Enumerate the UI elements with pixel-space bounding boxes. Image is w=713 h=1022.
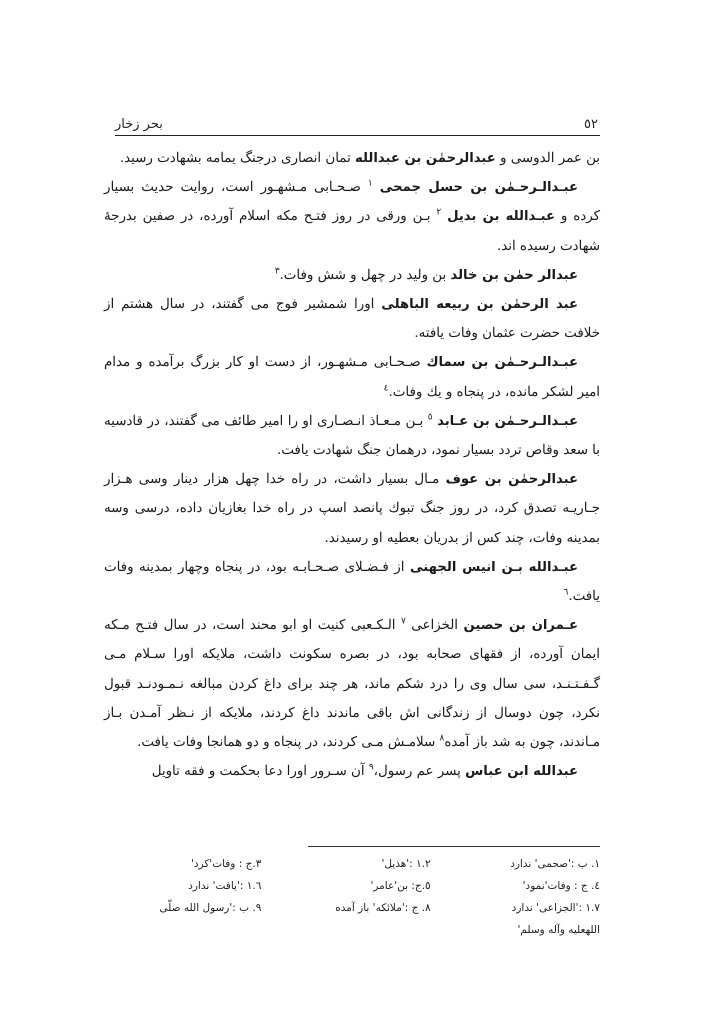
footnote-rule bbox=[308, 846, 600, 847]
person-name: عبـدالله بن بدیل bbox=[447, 209, 556, 225]
footnote-marker: ١ bbox=[367, 178, 373, 189]
page-number: ٥٢ bbox=[584, 117, 598, 132]
person-name: عبدالرحمٰن بن عوف bbox=[445, 472, 578, 488]
paragraph-5: عبـدالـرحـمٰن بن سماك صـحـابی مـشهـور، از دست او کار بزرگ برآمده و مدام امیر لشکر مانده، در پنجاه و یك وفات.$^٤$ bbox=[104, 355, 600, 400]
header-rule bbox=[115, 135, 600, 136]
paragraph-10: عبدالله ابن عباس پسر عم رسول،$^٩$ آن سـرور اورا دعا بحکمت و فقه تاویل bbox=[151, 762, 578, 780]
footnote: ١.٧ :'الجزاعی' ندارد bbox=[511, 902, 600, 914]
footnote-marker: ٢ bbox=[436, 207, 442, 218]
person-name: عبدالرحمٰن بن عبدالله bbox=[355, 151, 496, 166]
person-name: عبـدالله بـن انیس الجهنی bbox=[409, 559, 579, 575]
footnote: ٩. ب :'رسول الله صلّی bbox=[159, 902, 262, 914]
footnote-marker: ٣ bbox=[274, 266, 280, 277]
footnote-row bbox=[110, 897, 600, 919]
person-name: عبد الرحمٰن بن ربیعه الباهلی bbox=[381, 297, 578, 313]
footnote: اللهعلیه وآله وسلم' bbox=[517, 924, 600, 936]
paragraph-6: عبـدالـرحـمٰن بن عـابد $^٥$ بـن مـعـاذ انـصـاری او را امیر طائف می گفتند، در قادسیه با سعد وقاص تردد بسیار نمود، درهمان جنگ شهادت یافت. bbox=[104, 412, 600, 459]
paragraph-3: عبدالر حمٰن بن خالد بن ولید در چهل و شش وفات.$^٣$ bbox=[274, 266, 578, 283]
footnotes bbox=[110, 853, 600, 941]
footnote: ١.٦ :'یافت' ندارد bbox=[188, 880, 262, 892]
paragraph-2: عبـدالـرحـمٰن بن حسل جمحی $^١$ صـحـابی مـشهـور است، روایت حدیث بسیار کرده و عبـدالله بن بدیل $^٢$ بـن ورقی در روز فتـح مکه اسلام آورده، در صفین بدرجهٔ شهادت رسیده اند. bbox=[104, 178, 600, 254]
footnote-marker: ٥ bbox=[427, 412, 433, 423]
paragraph-1: بن عمر الدوسی و عبدالرحمٰن بن عبدالله تمان انصاری درجنگ یمامه بشهادت رسید. bbox=[119, 151, 600, 166]
footnote: ١. ب :'صحمی' ندارد bbox=[510, 858, 600, 870]
footnote-marker: ٨ bbox=[439, 733, 445, 744]
footnote-row bbox=[110, 875, 600, 897]
person-name: عبدالر حمٰن بن خالد bbox=[450, 267, 578, 283]
page-header bbox=[115, 110, 598, 132]
main-text bbox=[104, 144, 600, 786]
footnote-row bbox=[110, 919, 600, 941]
paragraph-9: عـمران بن حصین الخزاعی $^٧$ الـکـعبی کنیت او ابو محند است، در سال فتـح مـکه ایمان آورده، از فقهای صحابه بود، در بصره سکونت داشت، ملایکه اورا سـلام مـی گـفـتـنـد، سی سال وی را درد شکم ماند، هر چند برای داغ کردن مبالغه نـمـودنـد قبول نکرد، چون دوسال از زندگانی اش باقی ماندند داغ کردند، ملایکه از نـظر آمـدن بـاز مـاندند، چون به شد باز آمده$^٨$ سلامـش مـی کردند، در پنجاه و دو همانجا وفات یافت. bbox=[104, 616, 600, 751]
footnote: ٣.ج : وفات'کرد' bbox=[190, 858, 262, 870]
paragraph-8: عبـدالله بـن انیس الجهنی از فـضـلای صـحـابـه بود، در پنجاه وچهار بمدینه وفات یافت.$^٦$ bbox=[104, 559, 600, 605]
footnote-marker: ٦ bbox=[563, 587, 569, 598]
footnote-row bbox=[110, 853, 600, 875]
person-name: عبـدالـرحـمٰن بن سماك bbox=[426, 355, 578, 371]
footnote: ١.٢ :'هذیل' bbox=[381, 858, 431, 870]
footnote-marker: ٧ bbox=[400, 616, 406, 627]
footnote: ٨. ج :'ملائکه' باز آمده bbox=[335, 902, 431, 914]
person-name: عبدالله ابن عباس bbox=[465, 764, 578, 780]
running-title: بحر زخار bbox=[115, 117, 163, 132]
person-name: عبـدالـرحـمٰن بن عـابد bbox=[437, 413, 578, 429]
footnote: ٥.ج: بن'عامر' bbox=[370, 880, 431, 892]
footnote-marker: ٤ bbox=[383, 383, 389, 394]
person-name: عـمران بن حصین bbox=[463, 618, 578, 634]
footnote-marker: ٩ bbox=[368, 762, 374, 773]
paragraph-4: عبد الرحمٰن بن ربیعه الباهلی اورا شمشیر فوج می گفتند، در سال هشتم از خلافت حضرت عثمان وفات یافته. bbox=[104, 297, 600, 342]
footnote: ٤. ج : وفات'نمود' bbox=[522, 880, 600, 892]
paragraph-7: عبدالرحمٰن بن عوف مـال بسیار داشت، در راه خدا چهل هزار دینار وسی هـزار جـاریـه تصدق کرد، در روز جنگ تبوك پانصد اسپ در راه خدا بغازیان داده، درسی وسه بمدینه وفات، چند کس از بدریان بعطیه او رسیدند. bbox=[104, 472, 600, 546]
person-name: عبـدالـرحـمٰن بن حسل جمحی bbox=[379, 180, 578, 196]
